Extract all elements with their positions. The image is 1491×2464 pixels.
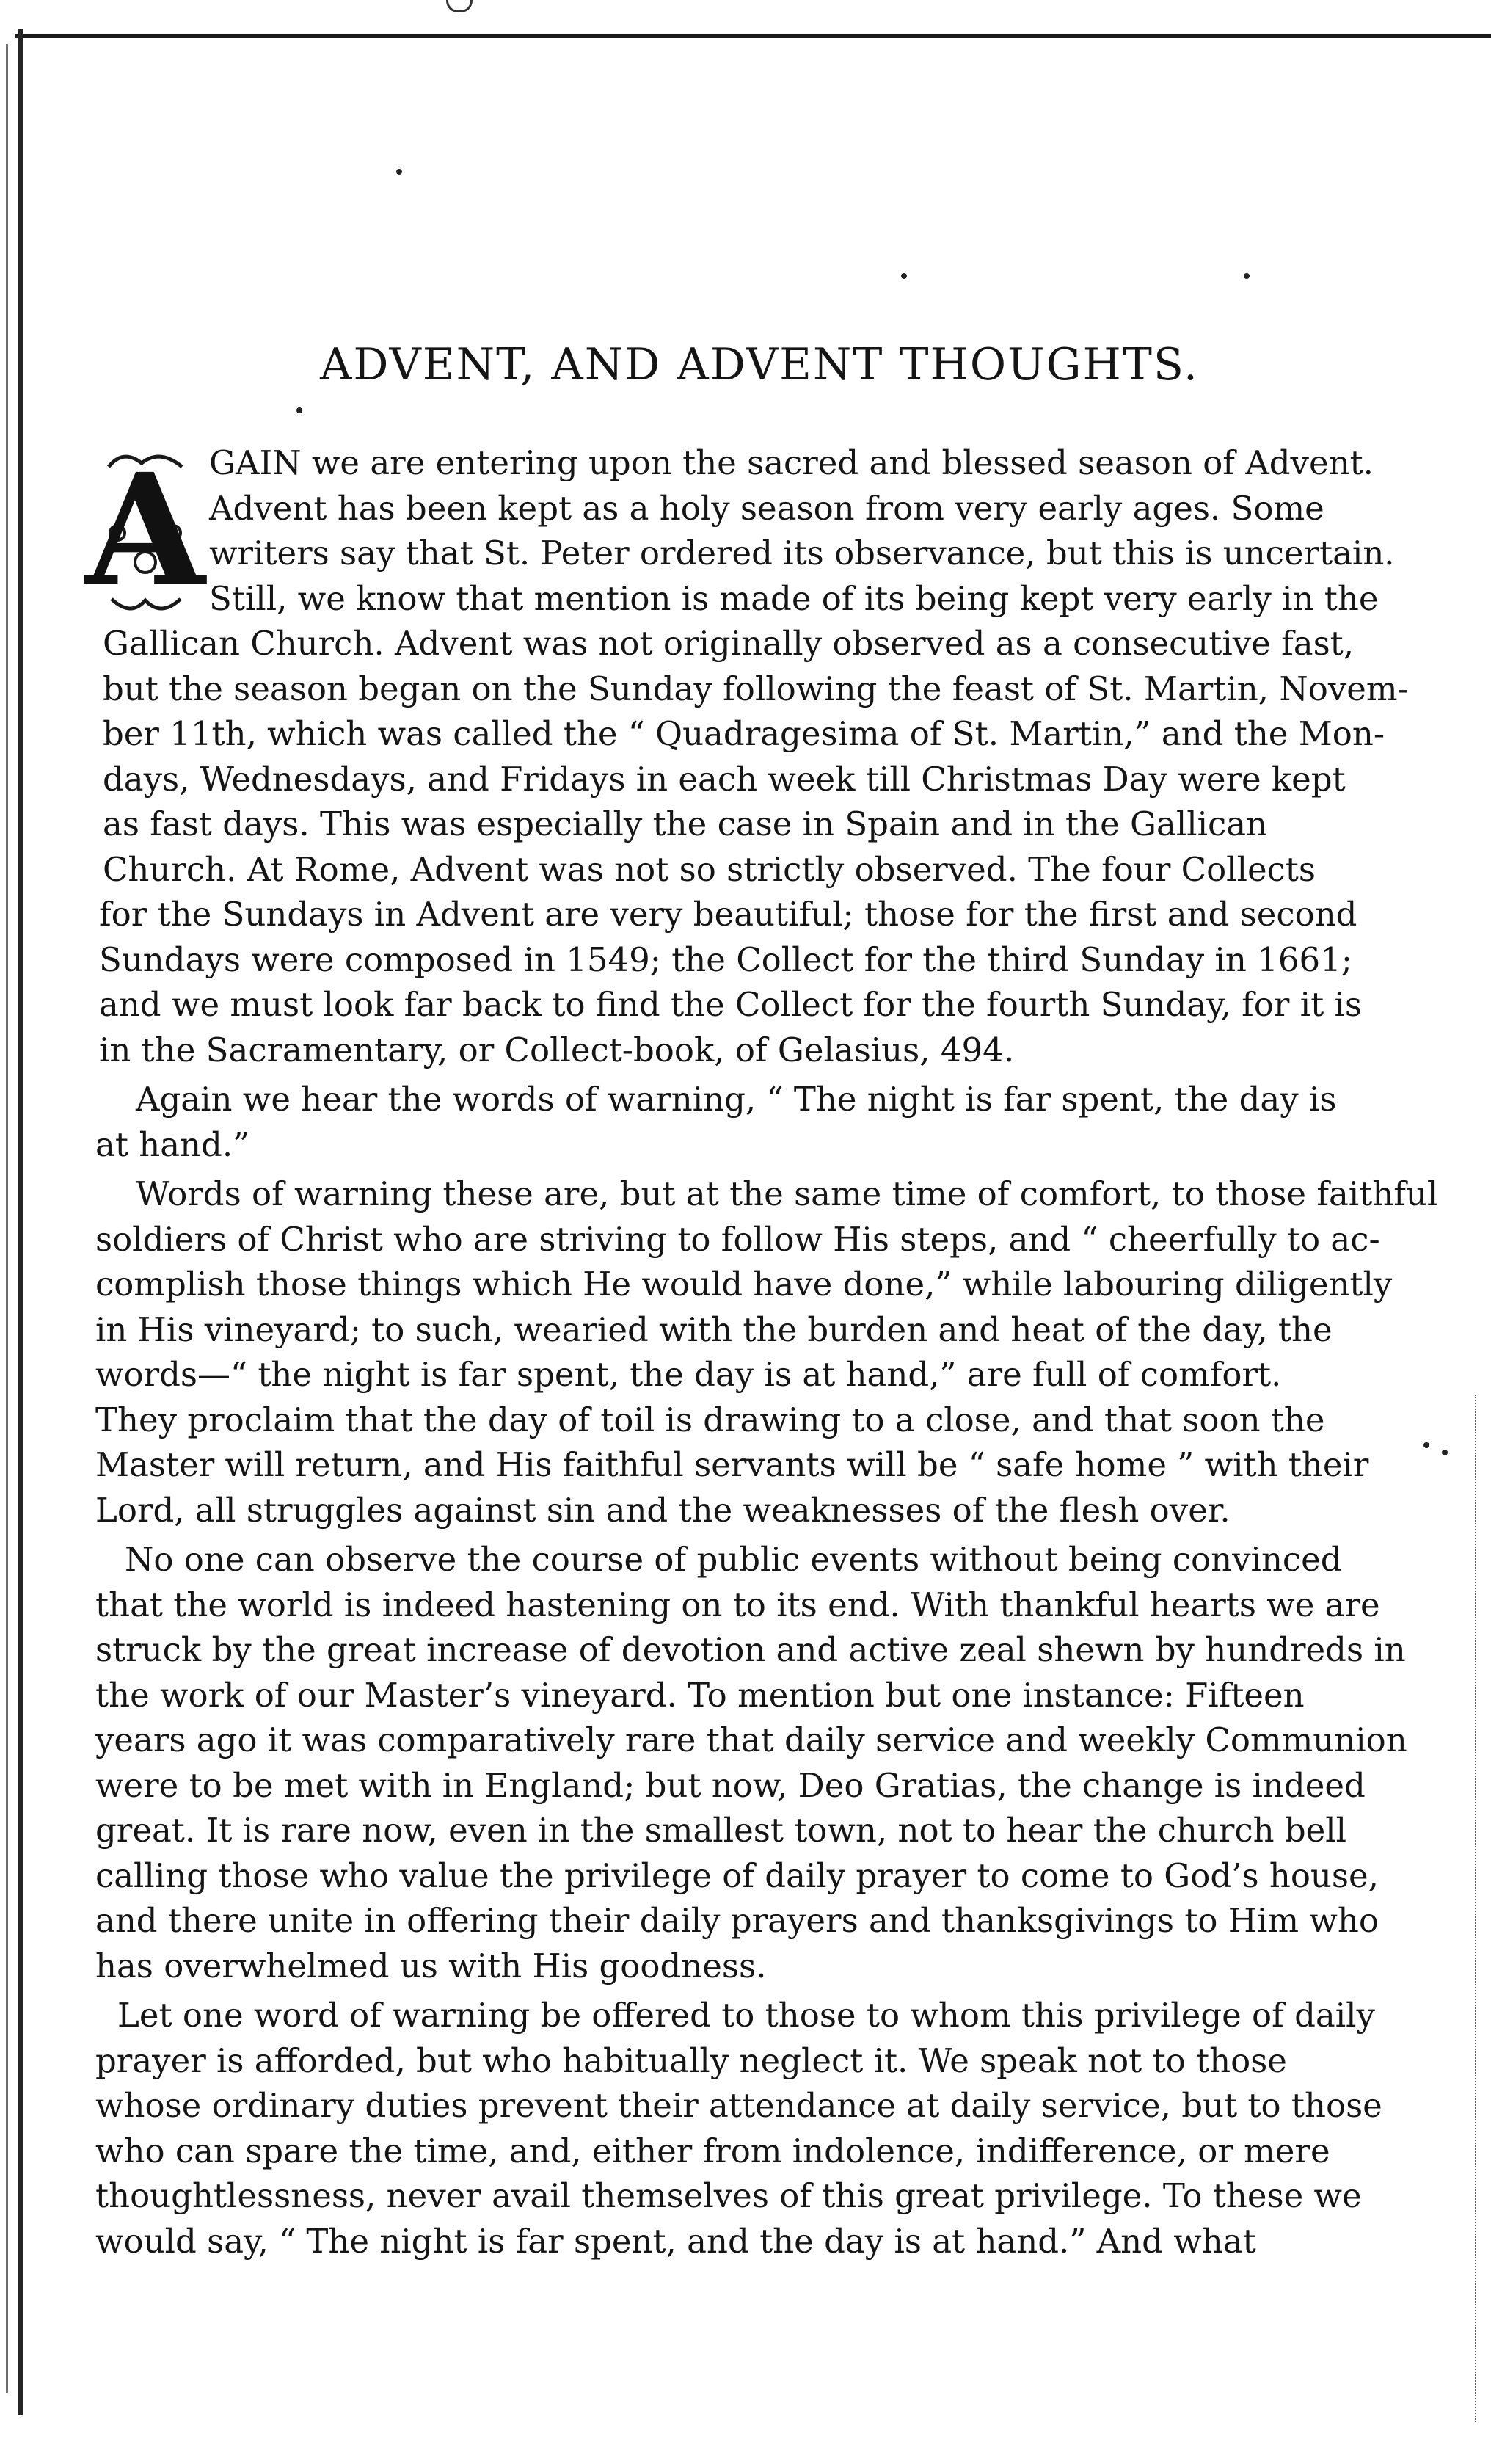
top-border-rule — [15, 34, 1491, 38]
paragraph-2 — [95, 1077, 1335, 1167]
text-line: writers say that St. Peter ordered its observance, but this is uncertain. — [209, 534, 1395, 573]
text-line: at hand.” — [95, 1124, 250, 1164]
right-page-edge — [1475, 1395, 1481, 2422]
text-line: Lord, all struggles against sin and the weaknesses of the flesh over. — [95, 1490, 1231, 1530]
text-line: Church. At Rome, Advent was not so strictly observed. The four Collects — [103, 849, 1316, 889]
text-line: They proclaim that the day of toil is drawing to a close, and that soon the — [95, 1400, 1325, 1439]
text-line: Advent has been kept as a holy season from very early ages. Some — [209, 488, 1324, 528]
text-line: the work of our Master’s vineyard. To mention but one instance: Fifteen — [95, 1675, 1305, 1715]
text-line: Words of warning these are, but at the same time of comfort, to those faithful — [136, 1174, 1438, 1213]
text-line: whose ordinary duties prevent their attendance at daily service, but to those — [95, 2086, 1382, 2125]
ink-speck — [1442, 1450, 1448, 1455]
text-line: and we must look far back to find the Collect for the fourth Sunday, for it is — [99, 985, 1362, 1024]
ink-speck — [296, 407, 302, 413]
svg-text:A: A — [85, 440, 205, 621]
text-line: Still, we know that mention is made of its being kept very early in the — [209, 578, 1379, 618]
text-line: would say, “ The night is far spent, and the day is at hand.” And what — [95, 2221, 1256, 2261]
text-line: words—“ the night is far spent, the day is at hand,” are full of comfort. — [95, 1355, 1282, 1394]
text-line: who can spare the time, and, either from indolence, indifference, or mere — [95, 2131, 1330, 2170]
text-line: were to be met with in England; but now, Deo Gratias, the change is indeed — [95, 1765, 1366, 1805]
article-body — [95, 440, 1438, 2264]
text-line: thoughtlessness, never avail themselves of this great privilege. To these we — [95, 2176, 1362, 2215]
text-line: ber 11th, which was called the “ Quadragesima of St. Martin,” and the Mon- — [103, 714, 1385, 753]
text-line: has overwhelmed us with His goodness. — [95, 1946, 767, 1985]
text-line: that the world is indeed hastening on to its end. With thankful hearts we are — [95, 1585, 1380, 1624]
text-line: and there unite in offering their daily prayers and thanksgivings to Him who — [95, 1901, 1379, 1940]
text-line: great. It is rare now, even in the smallest town, not to hear the church bell — [95, 1811, 1347, 1850]
text-line: years ago it was comparatively rare that daily service and weekly Communion — [95, 1720, 1407, 1759]
paragraph-5 — [95, 1993, 1382, 2264]
text-line: prayer is afforded, but who habitually neglect it. We speak not to those — [95, 2040, 1287, 2080]
text-line: Let one word of warning be offered to those to whom this privilege of daily — [117, 1996, 1375, 2035]
text-line: GAIN we are entering upon the sacred and blessed season of Advent. — [209, 443, 1374, 482]
ink-speck — [1423, 1442, 1429, 1448]
text-line: days, Wednesdays, and Fridays in each week till Christmas Day were kept — [103, 759, 1346, 799]
text-line: Master will return, and His faithful servants will be “ safe home ” with their — [95, 1445, 1369, 1484]
text-line: as fast days. This was especially the case in Spain and in the Gallican — [103, 804, 1268, 843]
text-line: complish those things which He would have done,” while labouring diligently — [95, 1265, 1393, 1304]
page-top-notch — [446, 0, 473, 12]
ink-speck — [396, 169, 402, 175]
text-line: in the Sacramentary, or Collect-book, of Gelasius, 494. — [99, 1030, 1015, 1069]
left-binding-rule — [18, 29, 23, 2415]
paragraph-3 — [95, 1171, 1438, 1533]
text-line: but the season began on the Sunday following the feast of St. Martin, Novem- — [103, 669, 1409, 708]
text-line: Sundays were composed in 1549; the Collect for the third Sunday in 1661; — [99, 940, 1352, 979]
text-line: in His vineyard; to such, wearied with the burden and heat of the day, the — [95, 1309, 1333, 1349]
text-line: Again we hear the words of warning, “ The night is far spent, the day is — [136, 1080, 1337, 1119]
paragraph-4 — [95, 1537, 1407, 1988]
text-line: No one can observe the course of public events without being convinced — [125, 1540, 1342, 1579]
ink-speck — [901, 273, 907, 279]
left-binding-shadow — [6, 44, 8, 2393]
text-line: for the Sundays in Advent are very beautiful; those for the first and second — [99, 895, 1357, 934]
paragraph-1 — [95, 440, 1409, 1072]
text-line: Gallican Church. Advent was not originally observed as a consecutive fast, — [103, 624, 1355, 663]
article-title: ADVENT, AND ADVENT THOUGHTS. — [320, 339, 1199, 390]
text-line: calling those who value the privilege of daily prayer to come to God’s house, — [95, 1856, 1379, 1895]
text-line: soldiers of Christ who are striving to follow His steps, and “ cheerfully to ac- — [95, 1219, 1380, 1259]
ink-speck — [1244, 273, 1250, 279]
text-line: struck by the great increase of devotion and active zeal shewn by hundreds in — [95, 1630, 1406, 1669]
